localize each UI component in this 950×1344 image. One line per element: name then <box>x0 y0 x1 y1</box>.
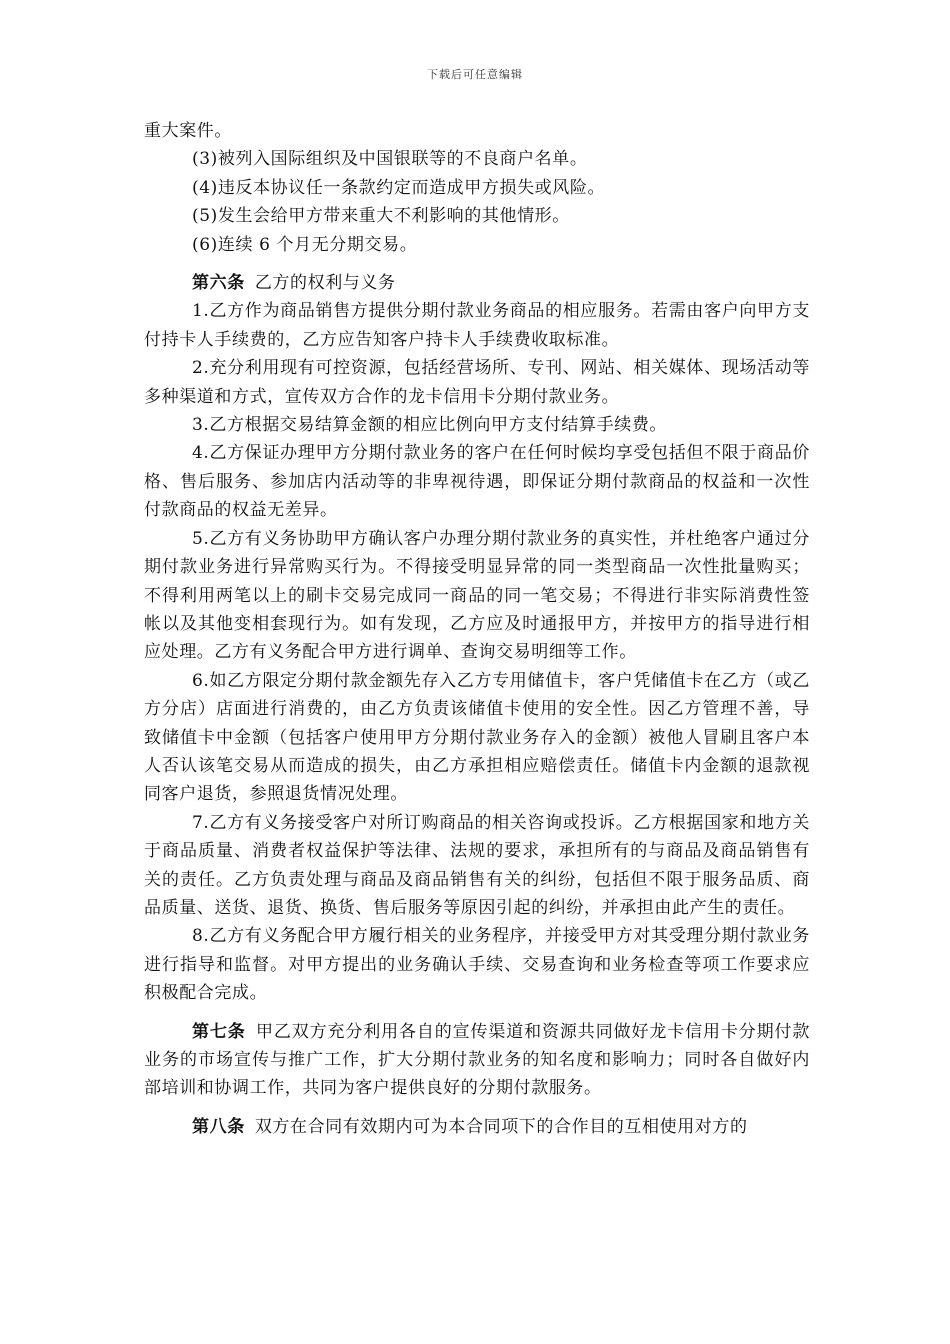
document-body <box>144 117 810 1141</box>
article-paragraph <box>144 1113 810 1141</box>
article-number: 第七条 <box>192 1021 246 1042</box>
article-clause: 4.乙方保证办理甲方分期付款业务的客户在任何时候均享受包括但不限于商品价格、售后服务、参加店内活动等的非卑视待遇，即保证分期付款商品的权益和一次性付款商品的权益无差异。 <box>144 443 810 521</box>
list-item: (3)被列入国际组织及中国银联等的不良商户名单。 <box>192 149 588 170</box>
article-paragraph <box>144 1018 810 1103</box>
article-number: 第六条 <box>192 273 245 294</box>
list-item: (5)发生会给甲方带来重大不利影响的其他情形。 <box>192 206 570 227</box>
article-heading <box>144 269 810 297</box>
article-clause: 2.充分利用现有可控资源，包括经营场所、专刊、网站、相关媒体、现场活动等多种渠道和方式，宣传双方合作的龙卡信用卡分期付款业务。 <box>144 358 810 407</box>
article-clause: 5.乙方有义务协助甲方确认客户办理分期付款业务的真实性，并杜绝客户通过分期付款业务进行异常购买行为。不得接受明显异常的同一类型商品一次性批量购买；不得利用两笔以上的刷卡交易完成同一商品的同一笔交易；不得进行非实际消费性签帐以及其他变相套现行为。如有发现，乙方应及时通报甲方，并按甲方的指导进行相应处理。乙方有义务配合甲方进行调单、查询交易明细等工作。 <box>144 528 810 663</box>
page-header: 下载后可任意编辑 <box>427 68 523 81</box>
list-item: (4)违反本协议任一条款约定而造成甲方损失或风险。 <box>192 177 606 198</box>
list-item: (6)连续 6 个月无分期交易。 <box>192 234 418 255</box>
article-text: 甲乙双方充分利用各自的宣传渠道和资源共同做好龙卡信用卡分期付款业务的市场宣传与推广工作，扩大分期付款业务的知名度和影响力；同时各自做好内部培训和协调工作，共同为客户提供良好的分期付款服务。 <box>144 1021 810 1099</box>
article-clause: 6.如乙方限定分期付款金额先存入乙方专用储值卡，客户凭储值卡在乙方（或乙方分店）店面进行消费的，由乙方负责该储值卡使用的安全性。因乙方管理不善，导致储值卡中金额（包括客户使用甲方分期付款业务存入的金额）被他人冒刷且客户本人否认该笔交易从而造成的损失，由乙方承担相应赔偿责任。储值卡内金额的退款视同客户退货，参照退货情况处理。 <box>144 670 810 805</box>
article-clause: 8.乙方有义务配合甲方履行相关的业务程序，并接受甲方对其受理分期付款业务进行指导和监督。对甲方提出的业务确认手续、交易查询和业务检查等项工作要求应积极配合完成。 <box>144 926 810 1004</box>
article-clause: 3.乙方根据交易结算金额的相应比例向甲方支付结算手续费。 <box>192 415 668 436</box>
article-text: 双方在合同有效期内可为本合同项下的合作目的互相使用对方的 <box>254 1116 748 1137</box>
article-clause: 1.乙方作为商品销售方提供分期付款业务商品的相应服务。若需由客户向甲方支付持卡人手续费的，乙方应告知客户持卡人手续费收取标准。 <box>144 301 810 350</box>
article-clause: 7.乙方有义务接受客户对所订购商品的相关咨询或投诉。乙方根据国家和地方关于商品质量、消费者权益保护等法律、法规的要求，承担所有的与商品及商品销售有关的责任。乙方负责处理与商品及商品销售有关的纠纷，包括但不限于服务品质、商品质量、送货、退货、换货、售后服务等原因引起的纠纷，并承担由此产生的责任。 <box>144 812 810 918</box>
text-line: 重大案件。 <box>144 121 232 141</box>
article-number: 第八条 <box>192 1116 245 1137</box>
article-title: 乙方的权利与义务 <box>254 273 396 294</box>
